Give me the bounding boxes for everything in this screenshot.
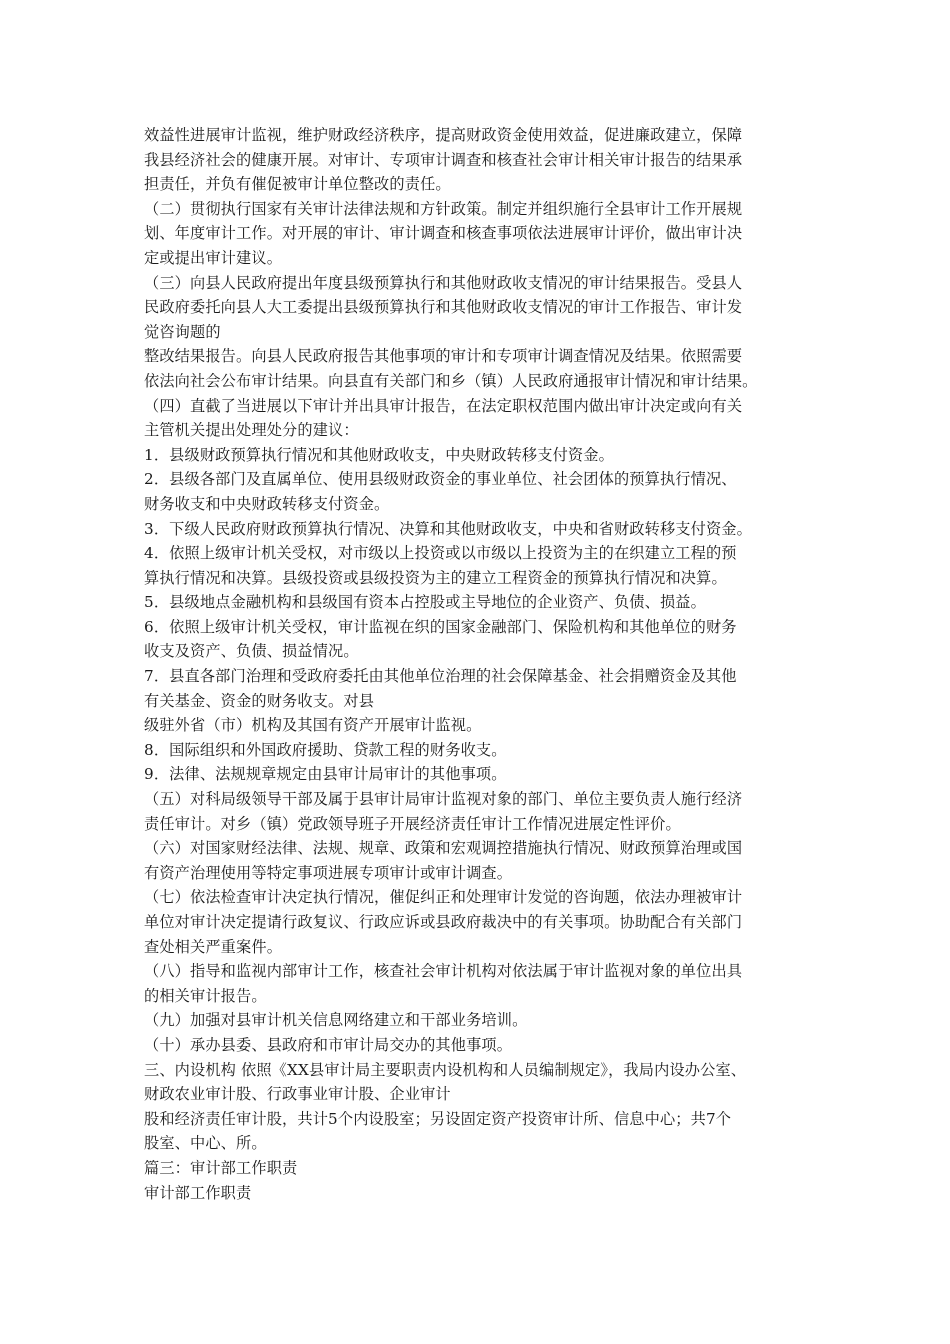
- paragraph-line: 股和经济责任审计股，共计5个内设股室；另设固定资产投资审计所、信息中心；共7个: [144, 1109, 732, 1128]
- list-item-line: 4．依照上级审计机关受权，对市级以上投资或以市级以上投资为主的在织建立工程的预: [144, 544, 737, 563]
- paragraph-line: 整改结果报告。向县人民政府报告其他事项的审计和专项审计调查情况及结果。依照需要: [144, 347, 743, 366]
- list-item-line: 收支及资产、负债、损益情况。: [144, 642, 359, 661]
- paragraph-line: 责任审计。对乡（镇）党政领导班子开展经济责任审计工作情况进展定性评价。: [144, 814, 681, 833]
- list-item-line: 8．国际组织和外国政府援助、贷款工程的财务收支。: [144, 740, 507, 759]
- list-item-line: 1．县级财政预算执行情况和其他财政收支，中央财政转移支付资金。: [144, 445, 614, 464]
- paragraph-line: （四）直截了当进展以下审计并出具审计报告，在法定职权范围内做出审计决定或向有关: [144, 396, 743, 415]
- paragraph-line: 的相关审计报告。: [144, 986, 267, 1005]
- paragraph-line: 三、内设机构 依照《XX县审计局主要职责内设机构和人员编制规定》，我局内设办公室、: [144, 1060, 747, 1079]
- paragraph-line: 民政府委托向县人大工委提出县级预算执行和其他财政收支情况的审计工作报告、审计发: [144, 298, 743, 317]
- paragraph-line: 有资产治理使用等特定事项进展专项审计或审计调查。: [144, 863, 513, 882]
- paragraph-line: 财政农业审计股、行政事业审计股、企业审计: [144, 1085, 451, 1104]
- paragraph-line: 单位对审计决定提请行政复议、行政应诉或县政府裁决中的有关事项。协助配合有关部门: [144, 913, 743, 931]
- paragraph-line: （十）承办县委、县政府和市审计局交办的其他事项。: [144, 1035, 513, 1054]
- list-item-line: 3．下级人民政府财政预算执行情况、决算和其他财政收支，中央和省财政转移支付资金。: [144, 519, 752, 538]
- paragraph-line: 担责任，并负有催促被审计单位整改的责任。: [144, 175, 451, 194]
- paragraph-line: （八）指导和监视内部审计工作，核查社会审计机构对依法属于审计监视对象的单位出具: [144, 962, 743, 981]
- list-item-line: 9．法律、法规规章规定由县审计局审计的其他事项。: [144, 765, 507, 784]
- section-title: 审计部工作职责: [144, 1183, 252, 1202]
- section-heading: 篇三：审计部工作职责: [144, 1158, 298, 1177]
- paragraph-line: （二）贯彻执行国家有关审计法律法规和方针政策。制定并组织施行全县审计工作开展规: [144, 199, 743, 218]
- paragraph-line: 划、年度审计工作。对开展的审计、审计调查和核查事项依法进展审计评价，做出审计决: [144, 224, 743, 243]
- paragraph-line: 我县经济社会的健康开展。对审计、专项审计调查和核查社会审计相关审计报告的结果承: [144, 150, 743, 169]
- paragraph-line: （七）依法检查审计决定执行情况，催促纠正和处理审计发觉的咨询题，依法办理被审计: [144, 888, 743, 907]
- list-item-line: 2．县级各部门及直属单位、使用县级财政资金的事业单位、社会团体的预算执行情况、: [144, 470, 737, 489]
- paragraph-line: （九）加强对县审计机关信息网络建立和干部业务培训。: [144, 1011, 528, 1030]
- document-body: [144, 123, 824, 1205]
- list-item-line: 有关基金、资金的财务收支。对县: [144, 691, 375, 710]
- paragraph-line: 主管机关提出处理处分的建议：: [144, 421, 359, 440]
- paragraph-line: （五）对科局级领导干部及属于县审计局审计监视对象的部门、单位主要负责人施行经济: [144, 790, 743, 809]
- paragraph-line: 查处相关严重案件。: [144, 937, 283, 956]
- list-item-line: 7．县直各部门治理和受政府委托由其他单位治理的社会保障基金、社会捐赠资金及其他: [144, 667, 737, 686]
- list-item-line: 6．依照上级审计机关受权，审计监视在织的国家金融部门、保险机构和其他单位的财务: [144, 617, 737, 636]
- paragraph-line: 效益性进展审计监视，维护财政经济秩序，提高财政资金使用效益，促进廉政建立，保障: [144, 126, 743, 144]
- list-item-line: 财务收支和中央财政转移支付资金。: [144, 494, 390, 513]
- paragraph-line: （三）向县人民政府提出年度县级预算执行和其他财政收支情况的审计结果报告。受县人: [144, 273, 743, 292]
- paragraph-line: 股室、中心、所。: [144, 1134, 267, 1153]
- paragraph-line: （六）对国家财经法律、法规、规章、政策和宏观调控措施执行情况、财政预算治理或国: [144, 839, 743, 858]
- list-item-line: 算执行情况和决算。县级投资或县级投资为主的建立工程资金的预算执行情况和决算。: [144, 568, 727, 587]
- paragraph-line: 依法向社会公布审计结果。向县直有关部门和乡（镇）人民政府通报审计情况和审计结果。: [144, 371, 758, 390]
- list-item-line: 5．县级地点金融机构和县级国有资本占控股或主导地位的企业资产、负债、损益。: [144, 593, 706, 612]
- list-item-line: 级驻外省（市）机构及其国有资产开展审计监视。: [144, 716, 482, 735]
- paragraph-line: 定或提出审计建议。: [144, 248, 283, 267]
- paragraph-line: 觉咨询题的: [144, 322, 221, 341]
